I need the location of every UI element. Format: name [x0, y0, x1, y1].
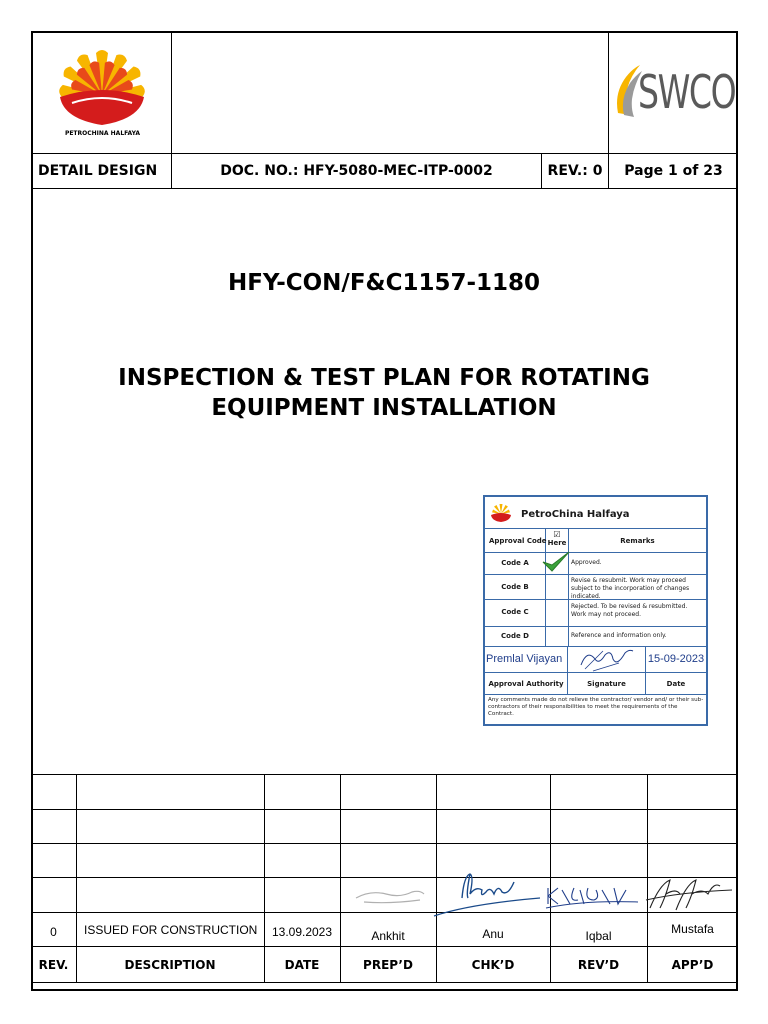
rev-entry-revd: Iqbal	[585, 929, 612, 943]
stamp-col-code: Approval Code	[489, 537, 547, 545]
rev-header-description: DESCRIPTION	[124, 958, 216, 972]
check-mark-icon	[541, 550, 571, 574]
stamp-divider	[485, 574, 706, 575]
rev-entry-description: ISSUED FOR CONSTRUCTION	[84, 923, 258, 937]
stamp-code: Code B	[501, 583, 529, 591]
rev-table-line	[31, 877, 738, 878]
stamp-company: PetroChina Halfaya	[521, 509, 630, 520]
rev-table-line	[31, 946, 738, 947]
stamp-footnote: Any comments made do not relieve the contractor/ vendor and/ or their sub-contractors of their responsibilities to meet the requirements of the Contract.	[488, 697, 704, 717]
stamp-code: Code A	[501, 559, 529, 567]
rev-table-line	[340, 774, 341, 982]
stamp-divider	[568, 528, 569, 646]
stamp-divider	[485, 552, 706, 553]
stamp-col-tick-label: Here	[547, 539, 567, 547]
contract-number: HFY-CON/F&C1157-1180	[227, 270, 541, 296]
rev-header-prepd: PREP’D	[363, 958, 413, 972]
stamp-divider	[485, 528, 706, 529]
rev-table-line	[31, 809, 738, 810]
rev-table-line	[31, 774, 738, 775]
petrochina-small-logo-icon	[490, 502, 512, 524]
stamp-code: Code D	[501, 632, 529, 640]
appd-signature	[642, 874, 736, 914]
rev-entry-chkd: Anu	[482, 927, 504, 941]
rev-entry-date: 13.09.2023	[271, 925, 333, 939]
rev-entry-prepd: Ankhit	[371, 929, 405, 943]
rev-table-line	[550, 774, 551, 982]
stamp-col-remarks: Remarks	[620, 537, 655, 545]
stamp-label-signature: Signature	[587, 680, 626, 688]
petrochina-logo-icon	[45, 40, 160, 140]
revd-signature	[544, 880, 640, 914]
rev-entry-appd: Mustafa	[671, 922, 714, 936]
stamp-col-tick	[546, 530, 568, 547]
stamp-remark: Revise & resubmit. Work may proceed subject to the incorporation of changes indicated.	[571, 577, 690, 600]
stamp-label-authority: Approval Authority	[488, 680, 564, 688]
header-divider	[31, 188, 738, 189]
swco-logo	[612, 55, 734, 125]
stamp-remark: Rejected. To be revised & resubmitted. Work may not proceed.	[571, 603, 688, 618]
stamp-divider	[485, 626, 706, 627]
rev-table-line	[76, 774, 77, 982]
stamp-code: Code C	[501, 608, 529, 616]
rev-header-rev: REV.	[38, 958, 69, 972]
stamp-remark: Reference and information only.	[571, 632, 667, 639]
document-title	[0, 363, 768, 423]
checkbox-icon: ☑	[553, 530, 561, 539]
document-title-line1: INSPECTION & TEST PLAN FOR ROTATING	[118, 365, 650, 391]
swco-logo-text: SWCO	[638, 65, 736, 119]
petrochina-logo	[45, 40, 160, 148]
approval-authority-name: Premlal Vijayan	[486, 653, 563, 665]
rev-header-appd: APP’D	[671, 958, 714, 972]
rev-table-line	[264, 774, 265, 982]
rev-header-date: DATE	[284, 958, 320, 972]
approver-signature	[573, 645, 639, 675]
document-title-line2: EQUIPMENT INSTALLATION	[211, 395, 557, 421]
revision-number: REV.: 0	[547, 163, 603, 179]
petrochina-logo-text: PETROCHINA HALFAYA	[64, 130, 141, 137]
doc-number: DOC. NO.: HFY-5080-MEC-ITP-0002	[220, 163, 493, 179]
stamp-divider	[485, 694, 706, 695]
rev-table-line	[31, 982, 738, 983]
rev-header-revd: REV’D	[577, 958, 620, 972]
approval-date: 15-09-2023	[647, 653, 705, 665]
page-number: Page 1 of 23	[624, 163, 723, 179]
prepd-signature	[350, 882, 430, 910]
stage-label: DETAIL DESIGN	[38, 163, 158, 179]
stamp-remark: Approved.	[571, 559, 602, 566]
approval-stamp	[483, 495, 708, 726]
chkd-signature	[430, 868, 550, 922]
rev-entry-rev: 0	[50, 925, 57, 939]
rev-header-chkd: CHK’D	[471, 958, 515, 972]
rev-table-line	[31, 843, 738, 844]
stamp-label-date: Date	[666, 680, 686, 688]
